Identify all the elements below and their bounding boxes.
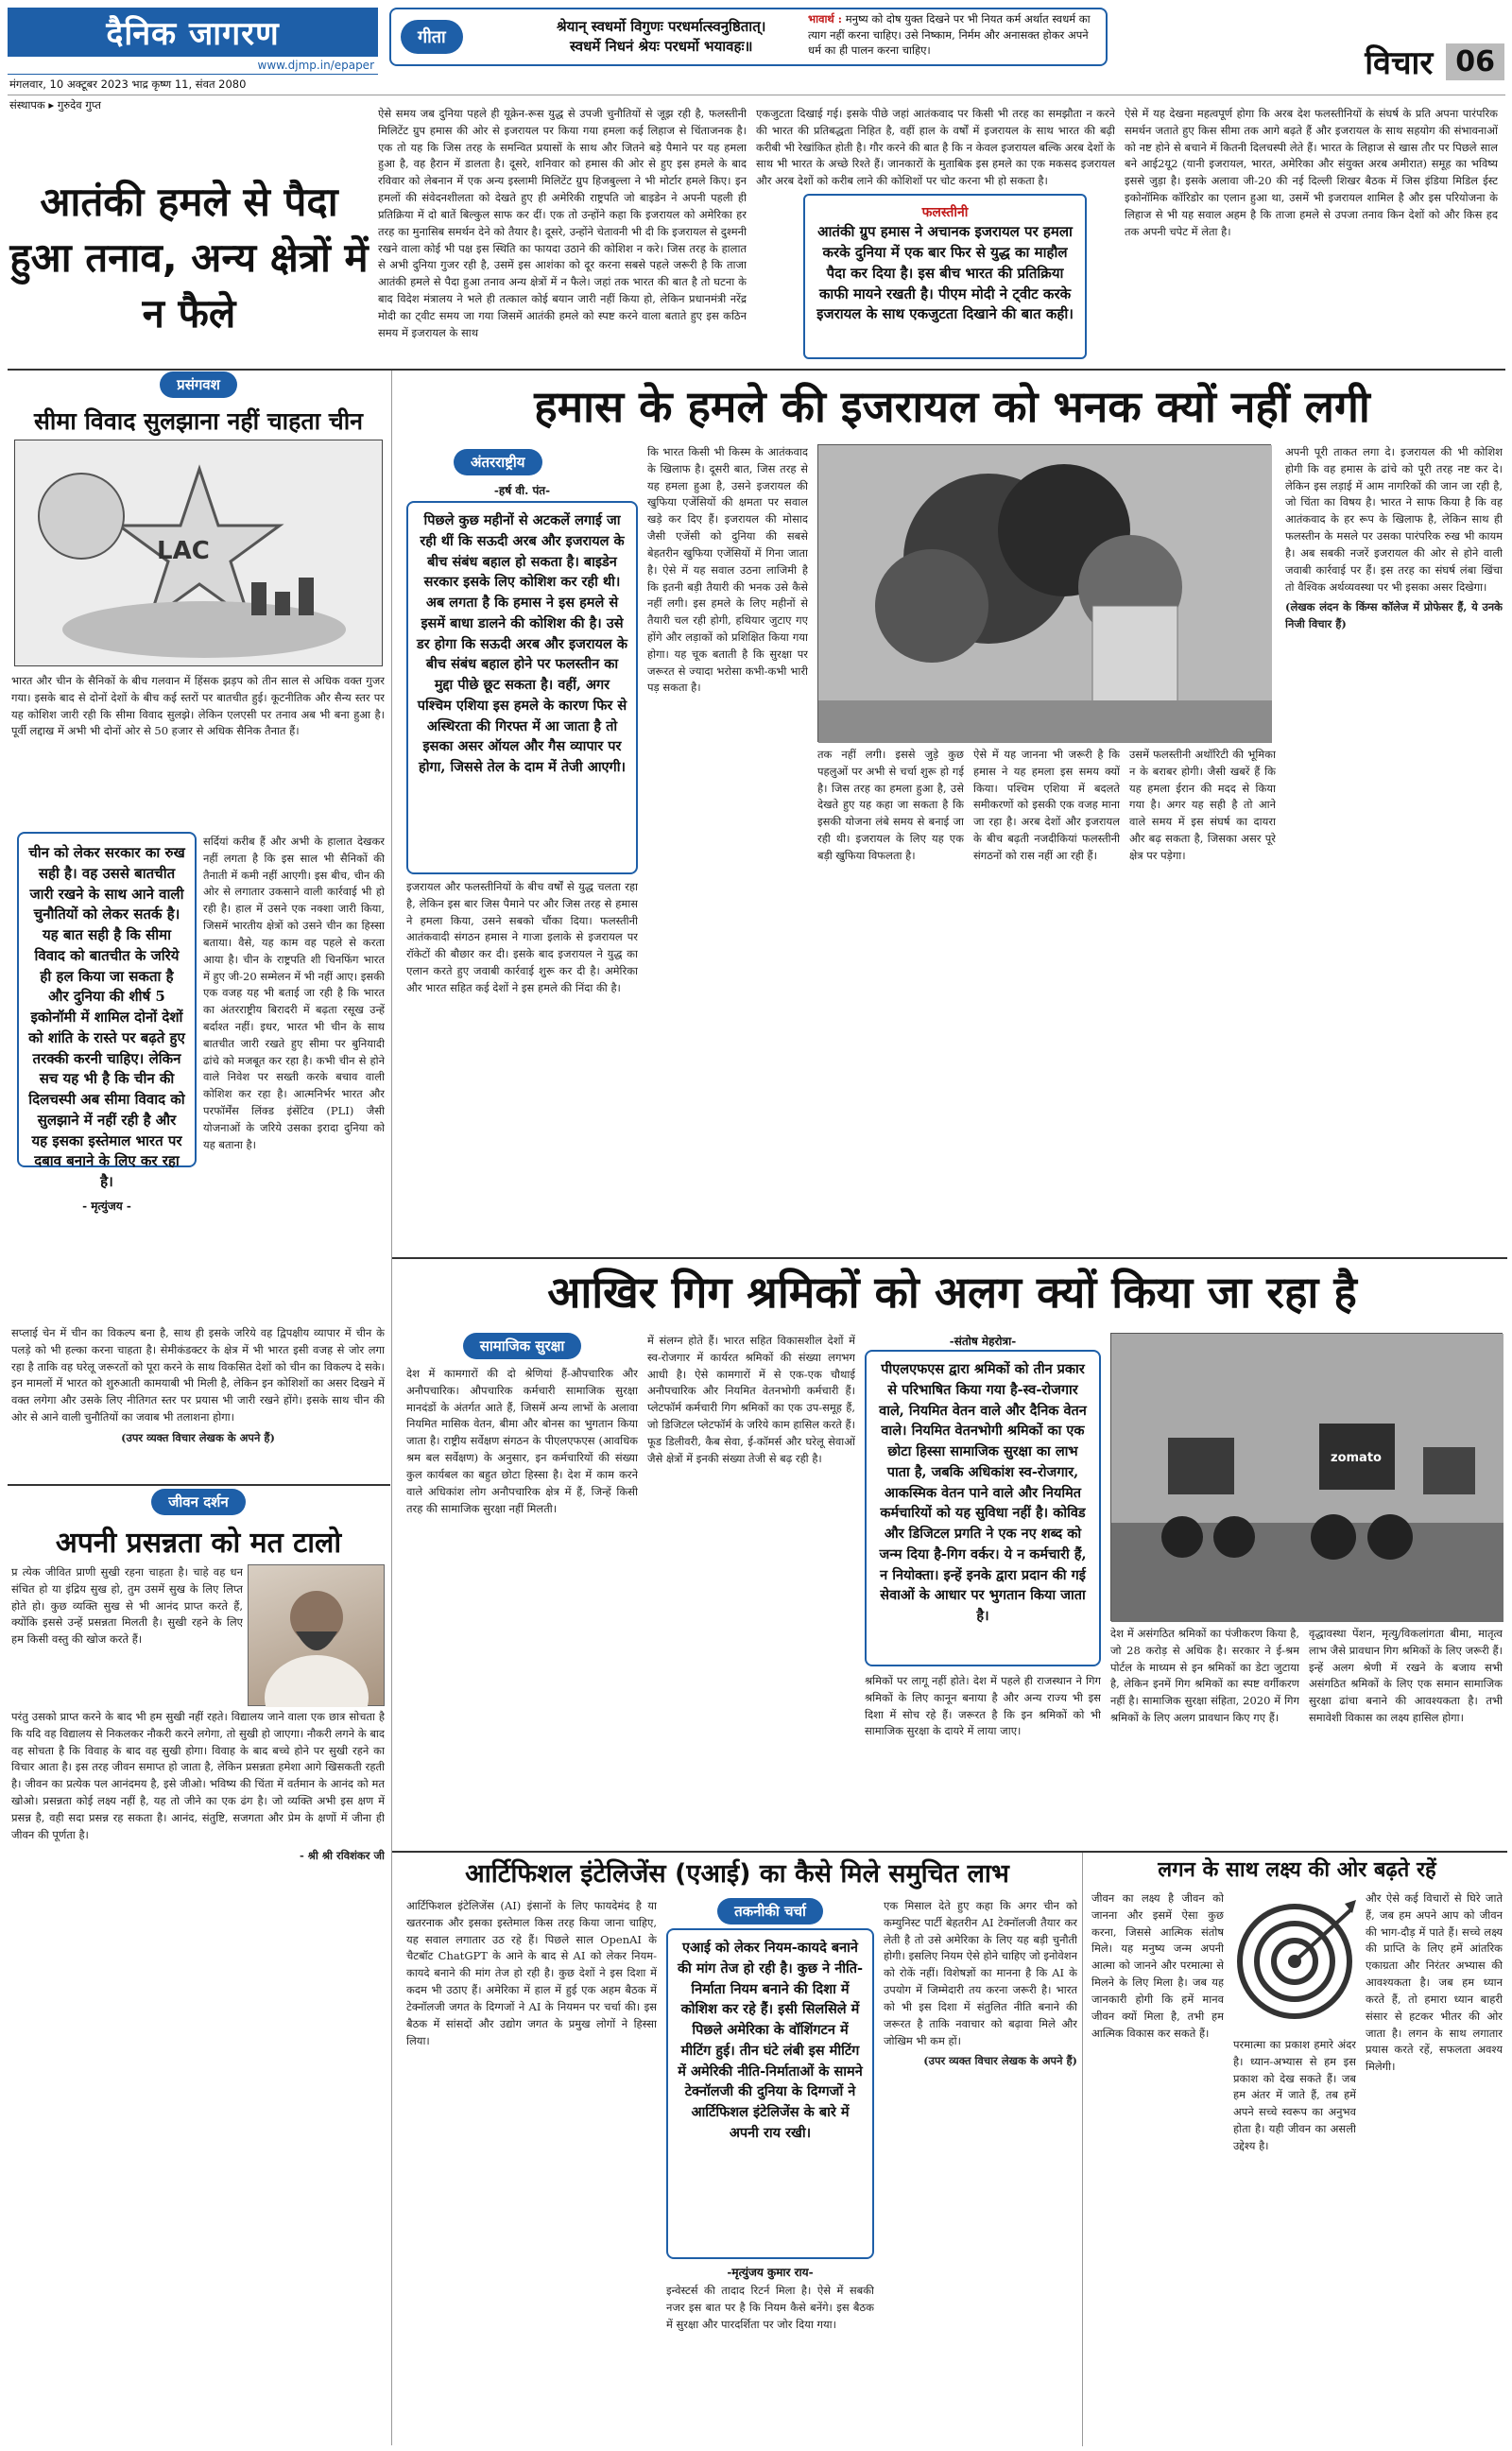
smoke-photo-drawing xyxy=(818,445,1272,743)
jeevan-column-2 xyxy=(11,1709,385,2442)
ai-column-1: आर्टिफिशल इंटेलिजेंस (AI) इंसानों के लिए फायदेमंद है या खतरनाक और इसका इस्तेमाल किस तरह किया जाना चाहिए, यह सवाल लगातार उठ रहे हैं। पिछले साल OpenAI के चैटबॉट ChatGPT के आने के बाद से AI को लेकर नियम-कायदे बनाने की मांग तेज हो रही है। कुछ देशों ने इस दिशा में कदम भी उठाए हैं। अमेरिका में हाल में हुई एक अहम बैठक में टेक्नॉलजी जगत के दिग्गजों ने AI के नियमन पर चर्चा की। इस बैठक में सांसदों और उद्योग जगत के प्रमुख लोगों ने हिस्सा लिया। xyxy=(406,1899,657,2047)
jeevan-author: - श्री श्री रविशंकर जी xyxy=(300,1848,385,1862)
gig-column-1: देश में कामगारों की दो श्रेणियां हैं-औपचारिक और अनौपचारिक। औपचारिक कर्मचारी सामाजिक सुरक्षा मानदंडों के अंतर्गत आते हैं, जिसमें अन्य लाभों के अलावा नियमित मासिक वेतन, बीमा और बोनस का भुगतान किया जाता है। राष्ट्रीय सर्वेक्षण संगठन के पीएलएफएस (आवधिक श्रम बल सर्वेक्षण) के अनुसार, इन कर्मचारियों की संख्या कुल कार्यबल का बहुत छोटा हिस्सा है। देश में काम करने वाले अधिकांश लोग अनौपचारिक क्षेत्र में हैं, जिन्हें किसी तरह की सामाजिक सुरक्षा नहीं मिलती। xyxy=(406,1367,638,1515)
ai-headline: आर्टिफिशल इंटेलिजेंस (एआई) का कैसे मिले समुचित लाभ xyxy=(465,1859,1009,1889)
ai-column-3 xyxy=(884,1898,1077,2442)
body-text: एक मिसाल देते हुए कहा कि अगर चीन को कम्युनिस्ट पार्टी बेहतरीन AI टेक्नॉलजी तैयार कर लेती है तो उसे अमेरिका के लिए यह बड़ी चुनौती होगी। इसलिए नियम ऐसे होने चाहिए जो इनोवेशन को रोकें नहीं। विशेषज्ञों का मानना है कि AI के उपयोग में जिम्मेदारी तय करना जरूरी है। भारत को भी इस दिशा में संतुलित नीति बनाने की जरूरत है ताकि नवाचार को बढ़ावा मिले और जोखिम भी कम हों। xyxy=(884,1899,1077,2047)
editorial-headline: आतंकी हमले से पैदा हुआ तनाव, अन्य क्षेत्रों में न फैले xyxy=(9,179,369,337)
brand-logo[interactable]: दैनिक जागरण xyxy=(8,8,378,57)
prasangvash-tag-wrap xyxy=(9,371,387,398)
portrait-drawing xyxy=(249,1565,386,1707)
divider xyxy=(392,1257,1507,1259)
hamas-tag: अंतरराष्ट्रीय xyxy=(454,449,542,475)
gig-column-3: श्रमिकों पर लागू नहीं होते। देश में पहले ही राजस्थान ने गिग श्रमिकों के लिए कानून बनाया है और अन्य राज्य भी इस दिशा में सोच रहे हैं। जरूरत है कि इन श्रमिकों को भी सामाजिक सुरक्षा के दायरे में लाया जाए। xyxy=(865,1674,1101,1738)
gig-pull-quote: पीएलएफएस द्वारा श्रमिकों को तीन प्रकार से परिभाषित किया गया है-स्व-रोजगार वाले, नियमित वेतन वाले और दैनिक वेतन वाले। नियमित वेतनभोगी श्रमिकों का एक छोटा हिस्सा सामाजिक सुरक्षा का लाभ पाता है, जबकि अधिकांश स्व-रोजगार, आकस्मिक वेतन पाने वाले और नियमित कर्मचारियों को यह सुविधा नहीं है। कोविड और डिजिटल प्रगति ने एक नए शब्द को जन्म दिया है-गिग वर्कर। ये न कर्मचारी हैं, न नियोक्ता। इन्हें इनके द्वारा प्रदान की गई सेवाओं के आधार पर भुगतान किया जाता है। xyxy=(865,1350,1101,1666)
hamas-column-4: ऐसे में यह जानना भी जरूरी है कि हमास ने यह हमला इस समय क्यों किया। पश्चिम एशिया में बदलते समीकरणों को इसकी एक वजह माना जा रहा है। अरब देशों और इजरायल के बीच बढ़ती नजदीकियां फलस्तीनी संगठनों को रास नहीं आ रही हैं। xyxy=(973,748,1120,862)
divider xyxy=(8,1484,390,1486)
gig-tag: सामाजिक सुरक्षा xyxy=(463,1333,582,1359)
shloka-line-2: स्वधर्मे निधनं श्रेयः परधर्मो भयावहः॥ xyxy=(569,38,753,55)
ai-column-2: इन्वेस्टर्स की तादाद रिटर्न मिला है। ऐसे में सबकी नजर इस बात पर है कि नियम कैसे बनेंगे। इस बैठक में सुरक्षा और पारदर्शिता पर जोर दिया गया। xyxy=(666,2284,874,2331)
shloka-line-1: श्रेयान् स्वधर्मो विगुणः परधर्मात्स्वनुष्ठितात्। xyxy=(557,18,766,35)
divider xyxy=(392,1851,1507,1853)
bhavarth-text: मनुष्य को दोष युक्त दिखने पर भी नियत कर्म अर्थात स्वधर्म का त्याग नहीं करना चाहिए। उसे निष्काम, निर्मम और अनासक्त होकर अपने धर्म का ही पालन करना चाहिए। xyxy=(808,12,1091,58)
hamas-column-5: उसमें फलस्तीनी अथॉरिटी की भूमिका न के बराबर होगी। जैसी खबरें हैं कि यह हमला ईरान की मदद से किया गया है। अगर यह सही है तो आने वाले समय में इस संघर्ष का दायरा और बढ़ सकता है, जिसका असर पूरे क्षेत्र पर पड़ेगा। xyxy=(1129,748,1276,862)
section-label: विचार xyxy=(1365,44,1434,82)
editorial-column-3: ऐसे में यह देखना महत्वपूर्ण होगा कि अरब देश फलस्तीनियों के संघर्ष के प्रति अपना पारंपरिक समर्थन जताते हुए किस सीमा तक आगे बढ़ते हैं और इजरायल के साथ सहयोग की संभावनाओं को नष्ट होने से बचाने में कितनी दिलचस्पी लेते हैं। भारत के लिहाज से खास तौर पर पिछले साल बने आई2यू2 (यानी इजरायल, भारत, अमेरिका और संयुक्त अरब अमीरात) समूह का भविष्य इससे जुड़ा है। इसके अलावा जी-20 की नई दिल्ली शिखर बैठक में जिस इंडिया मिडिल ईस्ट इकोनॉमिक कॉरिडोर का एलान हुआ था, उसमें भी इजरायल शामिल है और इस परियोजना के लिहाज से भी यह सवाल अहम है कि ताजा हमले से उपजा तनाव किन देशों को और किस हद तक अपनी चपेट में लेता है। xyxy=(1125,107,1498,238)
prasangvash-tag: प्रसंगवश xyxy=(160,371,237,398)
prasangvash-headline: सीमा विवाद सुलझाना नहीं चाहता चीन xyxy=(33,407,364,435)
cartoon-drawing xyxy=(15,440,383,666)
bullet-icon: ▸ xyxy=(48,98,58,112)
jeevan-column-1: प्र त्येक जीवित प्राणी सुखी रहना चाहता है। चाहे वह धन संचित हो या इंद्रिय सुख हो, तुम उसमें सुख के लिए लिप्त होते हो। कुछ व्यक्ति सुख से भी आनंद प्राप्त करते हैं, क्योंकि इससे उन्हें प्रसन्नता मिलती है। सुखी रहने के लिए हम किसी वस्तु की खोज करते हैं। xyxy=(11,1565,243,1647)
body-text: सप्लाई चेन में चीन का विकल्प बना है, साथ ही इसके जरिये वह द्विपक्षीय व्यापार में चीन के पलड़े को भी हल्का करना चाहता है। सेमीकंडक्टर के क्षेत्र में भी भारत इसी वजह से जोर लगा रहा है ताकि वह घरेलू जरूरतों को पूरा करने के साथ विकसित देशों को चीन का विकल्प दे सके। इन मामलों में भारत को शुरुआती कामयाबी भी मिली है, लेकिन इन कोशिशों का असर दिखने में वक्त लगेगा और उसके लिए नीतिगत स्तर पर प्रयास भी जारी रखने होंगे। इसके साथ चीन की ओर से आने वाली चुनौतियों का जवाब भी तलाशना होगा। xyxy=(11,1326,385,1424)
photo-brand-label: zomato xyxy=(1331,1451,1382,1465)
bhavarth xyxy=(808,11,1101,59)
author-portrait xyxy=(248,1564,385,1706)
opinion-credit: (उपर व्यक्त विचार लेखक के अपने हैं) xyxy=(121,1430,275,1444)
divider xyxy=(391,371,392,2445)
pull-quote-author: - मृत्युंजय - xyxy=(82,1199,131,1213)
founder-name: गुरुदेव गुप्त xyxy=(57,98,101,112)
editorial-pull-quote xyxy=(803,194,1087,359)
date-line: मंगलवार, 10 अक्टूबर 2023 भाद्र कृष्ण 11, संवत 2080 xyxy=(8,74,378,95)
divider xyxy=(8,369,1505,371)
lagan-headline: लगन के साथ लक्ष्य की ओर बढ़ते रहें xyxy=(1158,1858,1436,1882)
gig-headline: आखिर गिग श्रमिकों को अलग क्यों किया जा रहा है xyxy=(547,1267,1357,1318)
ai-tag-wrap xyxy=(666,1898,874,1925)
body-text: परंतु उसको प्राप्त करने के बाद भी हम सुखी नहीं रहते। विद्यालय जाने वाला एक छात्र सोचता है कि यदि वह विद्यालय से निकलकर नौकरी करने लगेगा, तो सुखी हो जाएगा। नौकरी लगने के बाद वह सोचता है कि विवाह के बाद वह सुखी होगा। विवाह के बाद बच्चे होने पर सुखी रहने का विचार आता है। इस तरह जीवन समाप्त हो जाता है, लेकिन प्रसन्नता हमेशा आगे खिसकती रहती है। जीवन का प्रत्येक पल आनंदमय है, इसे जीओ। भविष्य की चिंता में वर्तमान के आनंद को मत खोओ। प्रसन्नता कोई लक्ष्य नहीं है, यह तो जीने का एक ढंग है। जो व्यक्ति अभी इस क्षण में प्रसन्न है, वही सदा प्रसन्न रह सकता है। आनंद, संतुष्टि, सजगता और प्रेम के क्षणों में जीना ही जीवन की पूर्णता है। xyxy=(11,1710,385,1841)
gig-photo-drawing xyxy=(1111,1334,1503,1622)
hamas-column-2: कि भारत किसी भी किस्म के आतंकवाद के खिलाफ है। दूसरी बात, जिस तरह से यह हमला हुआ है, उसने इजरायल की खुफिया एजेंसियों की क्षमता पर सवाल खड़े कर दिए हैं। इजरायल की मोसाद जैसी एजेंसी को दुनिया की सबसे बेहतरीन खुफिया एजेंसियों में गिना जाता है। ऐसे में यह सवाल उठना लाजिमी है कि इतनी बड़ी तैयारी की भनक उसे कैसे नहीं लगी। इस हमले के लिए महीनों से तैयारी चल रही होगी, हथियार जुटाए गए होंगे और लड़ाकों को प्रशिक्षित किया गया होगा। यह चूक बताती है कि सुरक्षा पर जरूरत से ज्यादा भरोसा कभी-कभी भारी पड़ सकता है। xyxy=(647,445,808,695)
divider xyxy=(1082,1853,1083,2446)
hamas-smoke-photo xyxy=(817,444,1271,742)
target-icon xyxy=(1233,1890,1356,2032)
body-text: अपनी पूरी ताकत लगा दे। इजरायल की भी कोशिश होगी कि वह हमास के ढांचे को पूरी तरह नष्ट कर दे। लेकिन इस लड़ाई में आम नागरिकों की जान जा रही है, जो चिंता का विषय है। भारत ने साफ किया है कि वह आतंकवाद के हर रूप के खिलाफ है, लेकिन साथ ही फलस्तीन के मसले पर उसका पारंपरिक रुख भी कायम है। अब सबकी नजरें इजरायल की ओर से होने वाली जवाबी कार्रवाई पर हैं। इस तरह का संघर्ष लंबा खिंचा तो वैश्विक अर्थव्यवस्था पर भी इसका असर दिखेगा। xyxy=(1285,445,1503,594)
hamas-column-3: तक नहीं लगी। इससे जुड़े कुछ पहलुओं पर अभी से चर्चा शुरू हो गई है। जिस तरह का हमला हुआ है, उसे देखते हुए यह कहा जा सकता है कि इसकी योजना लंबे समय से बनाई जा रही थी। इजरायल के लिए यह एक बड़ी खुफिया विफलता है। xyxy=(817,748,964,862)
editorial-column-2: एकजुटता दिखाई गई। इसके पीछे जहां आतंकवाद पर किसी भी तरह का समझौता न करने की भारत की प्रतिबद्धता निहित है, वहीं हाल के वर्षों में इजरायल के साथ भारत की बढ़ी करीबी भी रेखांकित होती है। गौर करने की बात है कि न केवल इजरायल बल्कि अरब देशों के साथ भी भारत के अच्छे रिश्ते हैं। जानकारों के मुताबिक इस हमले का एक मकसद इजरायल और अरब देशों को करीब लाने की कोशिशों पर चोट करना भी हो सकता है। xyxy=(756,107,1115,188)
geeta-shloka xyxy=(463,17,860,57)
lagan-column-2: परमात्मा का प्रकाश हमारे अंदर है। ध्यान-अभ्यास से हम इस प्रकाश को देख सकते हैं। जब हम अंतर में जाते हैं, तब हमें अपने सच्चे स्वरूप का अनुभव होता है। यही जीवन का असली उद्देश्य है। xyxy=(1233,2038,1356,2152)
lagan-column-1: जीवन का लक्ष्य है जीवन को जानना और इसमें ऐसा कुछ करना, जिससे आत्मिक संतोष मिले। यह मनुष्य जन्म अपनी आत्मा को जानने और परमात्मा से मिलने के लिए मिला है। जब यह जानकारी होगी कि हमें मानव जीवन क्यों मिला है, तभी हम आत्मिक विकास कर सकते हैं। xyxy=(1091,1891,1224,2040)
lagan-column-3: और ऐसे कई विचारों से घिरे जाते हैं, जब हम अपने आप को जीवन की भाग-दौड़ में पाते हैं। सच्चे लक्ष्य की प्राप्ति के लिए हमें आंतरिक एकाग्रता और निरंतर अभ्यास की आवश्यकता है। जब हम ध्यान करते हैं, तो हमारा ध्यान बाहरी संसार से हटकर भीतर की ओर जाता है। लगन के साथ लगातार प्रयास करते रहें, सफलता अवश्य मिलेगी। xyxy=(1366,1891,1503,2074)
editorial-column-1: ऐसे समय जब दुनिया पहले ही यूक्रेन-रूस युद्ध से उपजी चुनौतियों से जूझ रही है, फलस्तीनी मिलिटेंट ग्रुप हमास की ओर से इजरायल पर किया गया हमला कई लिहाज से चिंताजनक है। एक तो यह कि जिस तरह के समन्वित प्रयासों के साथ और जितने बड़े पैमाने पर यह हमला हुआ है, वह हैरान में डालता है। दूसरे, शनिवार को हमास की ओर से हुए इस हमले के बाद रविवार को लेबनान में एक अन्य इस्लामी मिलिटेंट ग्रुप हिजबुल्ला ने भी मोर्टार हमले किए। इन हमलों की संवेदनशीलता को देखते हुए ही अमेरिकी राष्ट्रपति जो बाइडेन ने अपनी पहली ही प्रतिक्रिया में दो बातें बिल्कुल साफ कर दीं। एक तो उन्होंने कहा कि इजरायल को अमेरिका हर तरह का मुनासिब समर्थन देने को तैयार है। दूसरे, उन्होंने चेतावनी भी दी कि इजरायल से दुश्मनी रखने वाला कोई भी पक्ष इस स्थिति का फायदा उठाने की कोशिश न करे। जिस तरह के हालात से अभी दुनिया गुजर रही है, उसमें इस आशंका को दूर करना सबसे पहले जरूरी है कि ताजा आतंकी हमले से पैदा हुआ तनाव अन्य क्षेत्रों में न फैले। जहां तक भारत की बात है तो घटना के बाद विदेश मंत्रालय ने भले ही तत्काल कोई बयान जारी नहीं किया हो, लेकिन प्रधानमंत्री नरेंद्र मोदी का ट्वीट समय जा गया जिसमें आतंकी हमले को स्पष्ट करने वाला बताते हुए इस कठिन समय में इजरायल के साथ xyxy=(378,107,747,339)
hamas-column-6 xyxy=(1285,444,1503,1252)
pull-quote-text: चीन को लेकर सरकार का रुख सही है। वह उससे बातचीत जारी रखने के साथ आने वाली चुनौतियों को लेकर सतर्क है। यह बात सही है कि सीमा विवाद को बातचीत के जरिये ही हल किया जा सकता है और दुनिया की शीर्ष 5 इकोनॉमी में शामिल दोनों देशों को शांति के रास्ते पर बढ़ते हुए तरक्की करनी चाहिए। लेकिन सच यह भी है कि चीन की दिलचस्पी अब सीमा विवाद को सुलझाने में नहीं रही है और यह इसका इस्तेमाल भारत पर दबाव बनाने के लिए कर रहा है। xyxy=(28,844,185,1190)
hamas-credit: (लेखक लंदन के किंग्स कॉलेज में प्रोफेसर हैं, ये उनके निजी विचार हैं) xyxy=(1285,600,1503,631)
hamas-author: -हर्ष वी. पंत- xyxy=(493,484,551,497)
masthead xyxy=(8,8,378,149)
pull-quote-label: फलस्तीनी xyxy=(921,205,969,220)
prasangvash-body-top: भारत और चीन के सैनिकों के बीच गलवान में हिंसक झड़प को तीन साल से अधिक वक्त गुजर गया। इसके बाद से दोनों देशों के बीच कई स्तरों पर बातचीत हुई। कूटनीतिक और सैन्य स्तर पर यह कोशिश जारी रही कि सीमा विवाद सुलझे। लेकिन एलएसी पर तनाव अब भी बना हुआ है। पूर्वी लद्दाख में अभी भी दोनों ओर से 50 हजार से अधिक सैनिक तैनात हैं। xyxy=(11,674,385,738)
gig-author: -संतोष मेहरोत्रा- xyxy=(949,1335,1017,1348)
pull-quote-text: आतंकी ग्रुप हमास ने अचानक इजरायल पर हमला करके दुनिया में एक बार फिर से युद्ध का माहौल पैदा कर दिया है। इस बीच भारत की प्रतिक्रिया काफी मायने रखती है। पीएम मोदी ने ट्वीट करके इजरायल के साथ एकजुटता दिखाने की बात कही। xyxy=(816,223,1074,323)
prasangvash-body-bottom xyxy=(11,1325,385,1481)
founder-label: संस्थापक xyxy=(9,98,45,112)
bhavarth-label: भावार्थ : xyxy=(808,12,843,26)
gig-column-4: देश में असंगठित श्रमिकों का पंजीकरण किया है, जो 28 करोड़ से अधिक है। सरकार ने ई-श्रम पोर्टल के माध्यम से इन श्रमिकों का डेटा जुटाया है, लेकिन इनमें गिग श्रमिकों का स्पष्ट वर्गीकरण नहीं है। सामाजिक सुरक्षा संहिता, 2020 में गिग श्रमिकों के लिए अलग प्रावधान किए गए हैं। xyxy=(1110,1627,1299,1725)
hamas-headline: हमास के हमले की इजरायल को भनक क्यों नहीं लगी xyxy=(534,381,1370,432)
prasangvash-body-right: सर्दियां करीब हैं और अभी के हालात देखकर नहीं लगता है कि इस साल भी सैनिकों की तैनाती में कमी नहीं आएगी। इस बीच, चीन की ओर से लगातार उकसाने वाली कार्रवाई भी हो रही है। हाल में उसने एक नक्शा जारी किया, जिसमें भारतीय क्षेत्रों को उसने चीन का हिस्सा बताया। वैसे, यह काम वह पहले से करता आया है। चीन के राष्ट्रपति शी चिनफिंग भारत में हुए जी-20 सम्मेलन में भी नहीं आए। इसकी एक वजह यह भी बताई जा रही है कि भारत का अंतरराष्ट्रीय बिरादरी में बढ़ता रसूख उन्हें बर्दाश्त नहीं। इधर, भारत भी चीन के साथ बातचीत जारी रखते हुए सीमा पर बुनियादी ढांचे को मजबूत कर रहा है। कभी चीन से होने वाले निवेश पर सख्ती करके बचाव वाली कोशिश कर रहा है। आत्मनिर्भर भारत और परफॉर्मेंस लिंक्ड इंसेंटिव (PLI) जैसी योजनाओं के जरिये उसका इरादा दुनिया को यह बताना है। xyxy=(203,835,385,1151)
ai-credit: (उपर व्यक्त विचार लेखक के अपने हैं) xyxy=(923,2054,1077,2068)
cartoon-lac-label: LAC xyxy=(157,537,210,565)
ai-pull-quote: एआई को लेकर नियम-कायदे बनाने की मांग तेज हो रही है। कुछ ने नीति-निर्माता नियम बनाने की दिशा में कोशिश कर रहे हैं। इसी सिलसिले में पिछले अमेरिका के वॉशिंगटन में मीटिंग हुई। तीन घंटे लंबी इस मीटिंग में अमेरिकी नीति-निर्माताओं के सामने टेक्नॉलजी की दुनिया के दिग्गजों ने आर्टिफिशल इंटेलिजेंस के बारे में अपनी राय रखी। xyxy=(666,1928,874,2259)
jeevan-tag-wrap xyxy=(9,1489,387,1515)
hamas-tag-wrap xyxy=(454,449,614,475)
ai-author: -मृत्युंजय कुमार राय- xyxy=(727,2266,814,2279)
gig-workers-photo xyxy=(1110,1333,1503,1621)
jeevan-tag: जीवन दर्शन xyxy=(151,1489,245,1515)
gig-tag-wrap xyxy=(406,1333,638,1359)
prasangvash-pull-quote xyxy=(17,832,197,1213)
hamas-pull-quote: पिछले कुछ महीनों से अटकलें लगाई जा रही थीं कि सऊदी अरब और इजरायल के बीच संबंध बहाल हो सकता है। बाइडेन सरकार इसके लिए कोशिश कर रही थी। अब लगता है कि हमास ने इस हमले से इसमें बाधा डालने की कोशिश की है। उसे डर होगा कि सऊदी अरब और इजरायल के बीच संबंध बहाल होने पर फलस्तीन का मुद्दा पीछे छूट सकता है। वहीं, अगर पश्चिम एशिया इस हमले के कारण फिर से अस्थिरता की गिरफ्त में आ जाता है तो इसका असर ऑयल और गैस व्यापार पर होगा, जिससे तेल के दाम में तेजी आएगी। xyxy=(406,501,638,874)
gig-column-5: वृद्धावस्था पेंशन, मृत्यु/विकलांगता बीमा, मातृत्व लाभ जैसे प्रावधान गिग श्रमिकों के लिए जरूरी हैं। इन्हें अलग श्रेणी में रखने के बजाय सभी असंगठित श्रमिकों के लिए एक समान सामाजिक सुरक्षा ढांचा बनाने की आवश्यकता है। तभी समावेशी विकास का लक्ष्य हासिल होगा। xyxy=(1309,1627,1503,1725)
geeta-tag: गीता xyxy=(401,20,463,54)
ai-tag: तकनीकी चर्चा xyxy=(717,1898,823,1925)
section-header xyxy=(1295,38,1504,85)
jeevan-headline: अपनी प्रसन्नता को मत टालो xyxy=(55,1527,342,1560)
target-drawing xyxy=(1233,1890,1356,2032)
founder-line xyxy=(8,95,378,115)
cartoon-image xyxy=(14,440,383,666)
page-number: 06 xyxy=(1446,43,1504,80)
hamas-column-1: इजरायल और फलस्तीनियों के बीच वर्षों से युद्ध चलता रहा है, लेकिन इस बार जिस पैमाने पर और जिस तरह से हमास ने हमला किया, उसने सबको चौंका दिया। फलस्तीनी आतंकवादी संगठन हमास ने गाजा इलाके से इजरायल पर रॉकेटों की बौछार कर दी। इसके बाद इजरायल ने युद्ध का एलान करते हुए जवाबी कार्रवाई शुरू कर दी है। अमेरिका और भारत सहित कई देशों ने इस हमले की निंदा की है। xyxy=(406,880,638,994)
gig-column-2: में संलग्न होते हैं। भारत सहित विकासशील देशों में स्व-रोजगार में कार्यरत श्रमिकों की संख्या लगभग आधी है। ऐसे कामगारों में से एक-एक चौथाई अनौपचारिक और नियमित वेतनभोगी कर्मचारी हैं। प्लेटफॉर्म कर्मचारी गिग श्रमिकों का एक उप-समूह हैं, जो डिजिटल प्लेटफॉर्म के जरिये काम हासिल करते हैं। फूड डिलीवरी, कैब सेवा, ई-कॉमर्स और घरेलू सेवाओं जैसे क्षेत्रों में इनकी संख्या तेजी से बढ़ रही है। xyxy=(647,1334,855,1465)
epaper-url[interactable]: www.djmp.in/epaper xyxy=(257,59,374,72)
